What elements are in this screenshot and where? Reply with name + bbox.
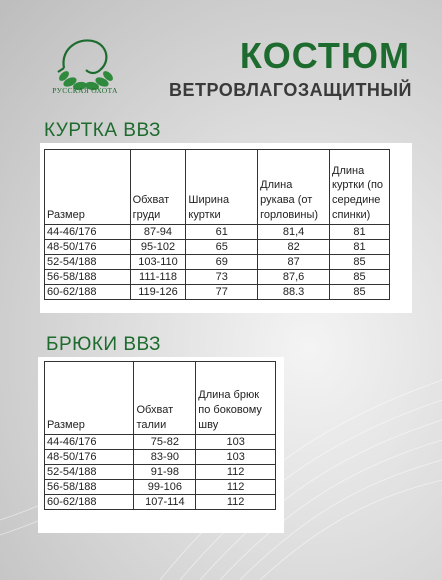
table-cell: 91-98	[134, 465, 196, 480]
table-cell: 88.3	[258, 285, 330, 300]
table-row	[45, 270, 390, 285]
table-cell: 81	[330, 240, 390, 255]
table-cell: 65	[186, 240, 258, 255]
logo-text: РУССКАЯ ОХОТА	[52, 86, 118, 95]
table-cell: 103-110	[130, 255, 186, 270]
pants-section-label: БРЮКИ ВВЗ	[46, 334, 162, 355]
table-row	[45, 480, 276, 495]
table-cell: 48-50/176	[45, 450, 134, 465]
table-row	[45, 435, 276, 450]
table-row	[45, 255, 390, 270]
column-header: Обхват груди	[130, 150, 186, 225]
table-cell: 73	[186, 270, 258, 285]
table-cell: 95-102	[130, 240, 186, 255]
table-cell: 48-50/176	[45, 240, 131, 255]
table-cell: 77	[186, 285, 258, 300]
table-cell: 103	[196, 435, 276, 450]
table-cell: 60-62/188	[45, 495, 134, 510]
pants-panel	[38, 357, 284, 533]
table-cell: 112	[196, 495, 276, 510]
table-cell: 112	[196, 480, 276, 495]
table-row	[45, 450, 276, 465]
header	[0, 0, 442, 120]
table-cell: 44-46/176	[45, 225, 131, 240]
table-header-row	[45, 362, 276, 435]
jacket-panel	[40, 143, 412, 313]
table-cell: 56-58/188	[45, 270, 131, 285]
table-cell: 87-94	[130, 225, 186, 240]
table-cell: 60-62/188	[45, 285, 131, 300]
table-cell: 119-126	[130, 285, 186, 300]
table-cell: 75-82	[134, 435, 196, 450]
column-header: Ширина куртки	[186, 150, 258, 225]
table-cell: 111-118	[130, 270, 186, 285]
column-header: Длина куртки (по середине спинки)	[330, 150, 390, 225]
table-cell: 81,4	[258, 225, 330, 240]
table-cell: 99-106	[134, 480, 196, 495]
page-subtitle: ВЕТРОВЛАГОЗАЩИТНЫЙ	[168, 80, 412, 100]
column-header: Длина брюк по боковому шву	[196, 362, 276, 435]
table-cell: 85	[330, 255, 390, 270]
table-cell: 85	[330, 270, 390, 285]
column-header: Длина рукава (от горловины)	[258, 150, 330, 225]
column-header: Размер	[45, 362, 134, 435]
table-row	[45, 225, 390, 240]
table-cell: 103	[196, 450, 276, 465]
table-row	[45, 285, 390, 300]
table-header-row	[45, 150, 390, 225]
jacket-section-label: КУРТКА ВВЗ	[44, 120, 161, 141]
table-cell: 83-90	[134, 450, 196, 465]
table-row	[45, 240, 390, 255]
table-cell: 61	[186, 225, 258, 240]
table-cell: 69	[186, 255, 258, 270]
table-cell: 56-58/188	[45, 480, 134, 495]
table-cell: 44-46/176	[45, 435, 134, 450]
table-cell: 87	[258, 255, 330, 270]
table-row	[45, 495, 276, 510]
pants-size-table	[44, 361, 276, 510]
table-cell: 85	[330, 285, 390, 300]
table-cell: 81	[330, 225, 390, 240]
jacket-size-table	[44, 149, 390, 300]
table-cell: 107-114	[134, 495, 196, 510]
table-row	[45, 465, 276, 480]
table-cell: 87,6	[258, 270, 330, 285]
table-cell: 82	[258, 240, 330, 255]
page-title: КОСТЮМ	[239, 35, 410, 76]
table-cell: 52-54/188	[45, 465, 134, 480]
column-header: Размер	[45, 150, 131, 225]
table-cell: 52-54/188	[45, 255, 131, 270]
table-cell: 112	[196, 465, 276, 480]
column-header: Обхват талии	[134, 362, 196, 435]
